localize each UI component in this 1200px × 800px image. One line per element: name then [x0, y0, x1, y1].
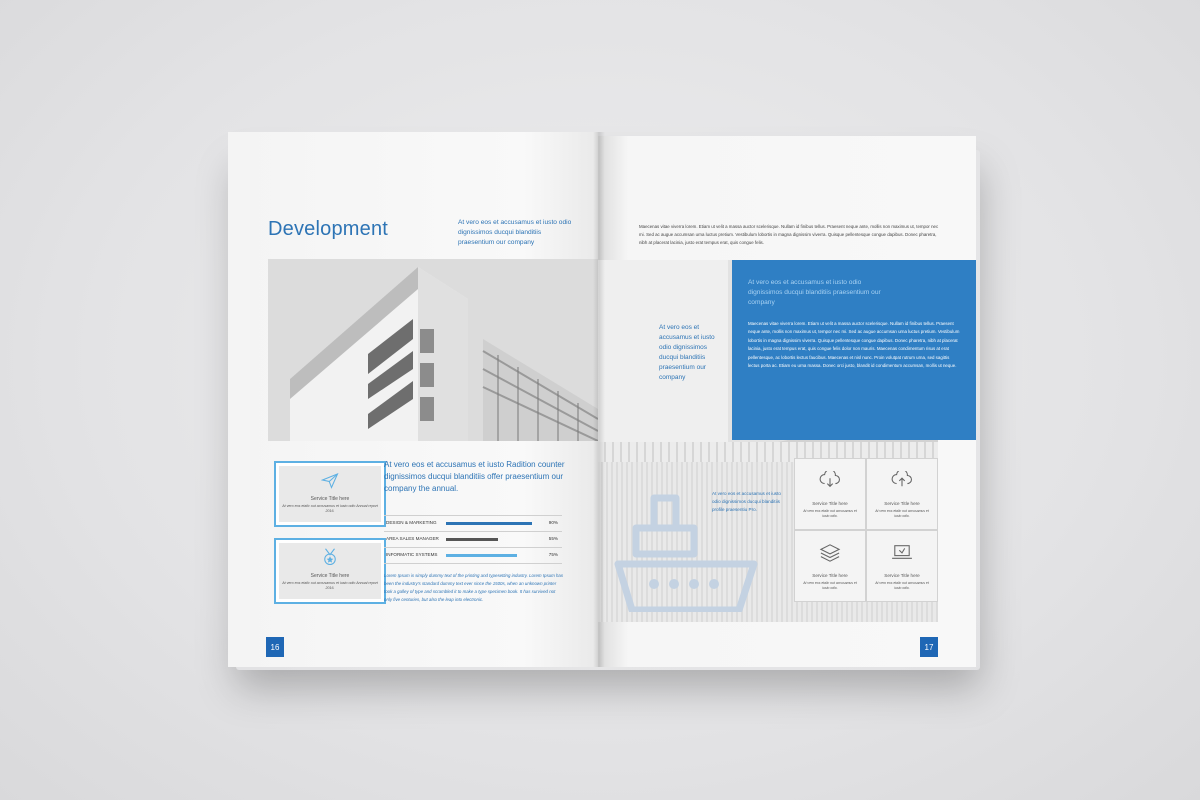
skill-bar [446, 554, 517, 557]
skills-list [384, 515, 562, 564]
page-number: 17 [920, 637, 938, 657]
layers-icon [819, 543, 841, 568]
grid-service-3 [794, 530, 866, 602]
grid-title: Service Title here [812, 501, 848, 506]
lorem-paragraph: Lorem Ipsum is simply dummy text of the printing and typesetting industry. Lorem Ipsum has been the industry's standard dummy text ever since the 1500s, when an unknown printer took a galley of type and scrambled it to make a type specimen book. It has survived not only five centuries, but also the leap into electronic. [384, 573, 564, 602]
skill-name: INFORMATIC SYSTEMS [386, 552, 438, 557]
grid-title: Service Title here [884, 573, 920, 578]
left-page [228, 132, 598, 667]
pull-quote: At vero eos et accusamus et iusto odio dignissimos ducqui blanditiis praesentium our company [659, 324, 715, 381]
right-page [598, 136, 976, 667]
page-title: Development [268, 218, 389, 240]
service-title: Service Title here [310, 496, 350, 502]
skill-bar [446, 522, 532, 525]
cloud-upload-icon [891, 471, 913, 494]
medal-icon [321, 547, 339, 572]
cloud-download-icon [819, 471, 841, 494]
service-title: Service Title here [310, 573, 350, 579]
grid-title: Service Title here [884, 501, 920, 506]
grid-desc: At vero eos etalic out accusamus et iusto odio. [875, 581, 929, 590]
highlight-body: Maecenas vitae viverra lorem. Etiam ut velit a massa auctor scelerisque. Nullam id finibus tellus. Praesent neque ante, mollis non maximus ut, tempor nec mi. Sed ac augue accumsan urna luctus pretium. Vestibulum lobortis in magna dignissim viverra. Quisque pellentesque congue dapibus. Donec pharetra, nibh at placerat lacinia, justo erat tempus erat, quis congue felis dolor non mauris. Maecenas condimentum risus at erat pellentesque, ac lobortis lectus faucibus. Maecenas et nisl nunc. Proin volutpat rutrum urna, sed sagittis lectus porta ac. Etiam eu urna massa. Donec orci justo, blandit id condimentum accumsan, mollis ut neque. [748, 321, 960, 369]
spine-shadow [593, 132, 605, 667]
airplane-icon [321, 471, 339, 494]
service-box-2 [274, 538, 386, 604]
grid-desc: At vero eos etalic out accusamus et iusto odio. [803, 581, 857, 590]
page-number: 16 [266, 637, 284, 657]
laptop-icon [891, 543, 913, 566]
highlight-heading: At vero eos et accusamus et iusto odio dignissimos ducqui blanditiis praesentium our company [748, 279, 881, 306]
top-paragraph: Maecenas vitae viverra lorem. Etiam ut velit a massa auctor scelerisque. Nullam id finibus tellus. Praesent neque ante, mollis non maximus ut, tempor nec mi. Sed ac augue accumsan urna luctus pretium. Vestibulum lobortis in magna dignissim viverra. Quisque pellentesque congue dapibus. Donec pharetra, nibh at placerat lacinia, justo erat tempus erat, quis congue felis. [639, 224, 939, 245]
grid-service-2 [866, 458, 938, 530]
intro-text: At vero eos et accusamus et iusto odio dignissimos ducqui blanditiis praesentium our company [458, 219, 572, 246]
service-desc: At vero eos etalic out accusamus et iusto odio Annual report 2016. [282, 581, 378, 590]
grid-service-4 [866, 530, 938, 602]
skill-percent: 90% [548, 520, 558, 525]
grid-service-1 [794, 458, 866, 530]
ship-quote: At vero eos et accusamus et iusto odio dignissimos ducqui blanditiis profile praesentiu Pro. [712, 491, 781, 512]
skill-percent: 55% [548, 536, 558, 541]
skill-name: AREA SALES MANAGER [386, 536, 439, 541]
service-box-1 [274, 461, 386, 527]
skill-name: DESIGN & MARKETING [386, 520, 437, 525]
skill-row [384, 547, 562, 564]
skill-row [384, 515, 562, 531]
grid-desc: At vero eos etalic out accusamus et iusto odio. [875, 509, 929, 518]
skill-row [384, 531, 562, 547]
service-desc: At vero eos etalic out accusamus et iusto odio Annual report 2016. [282, 504, 378, 513]
skill-bar [446, 538, 498, 541]
building-photo [268, 259, 598, 441]
grid-title: Service Title here [812, 573, 848, 578]
grid-desc: At vero eos etalic out accusamus et iusto odio. [803, 509, 857, 518]
headline-text: At vero eos et accusamus et iusto Radition counter dignissimos ducqui blanditiis offer praesentium our company the annual. [384, 460, 565, 493]
highlight-box [732, 260, 976, 440]
skill-percent: 75% [548, 552, 558, 557]
